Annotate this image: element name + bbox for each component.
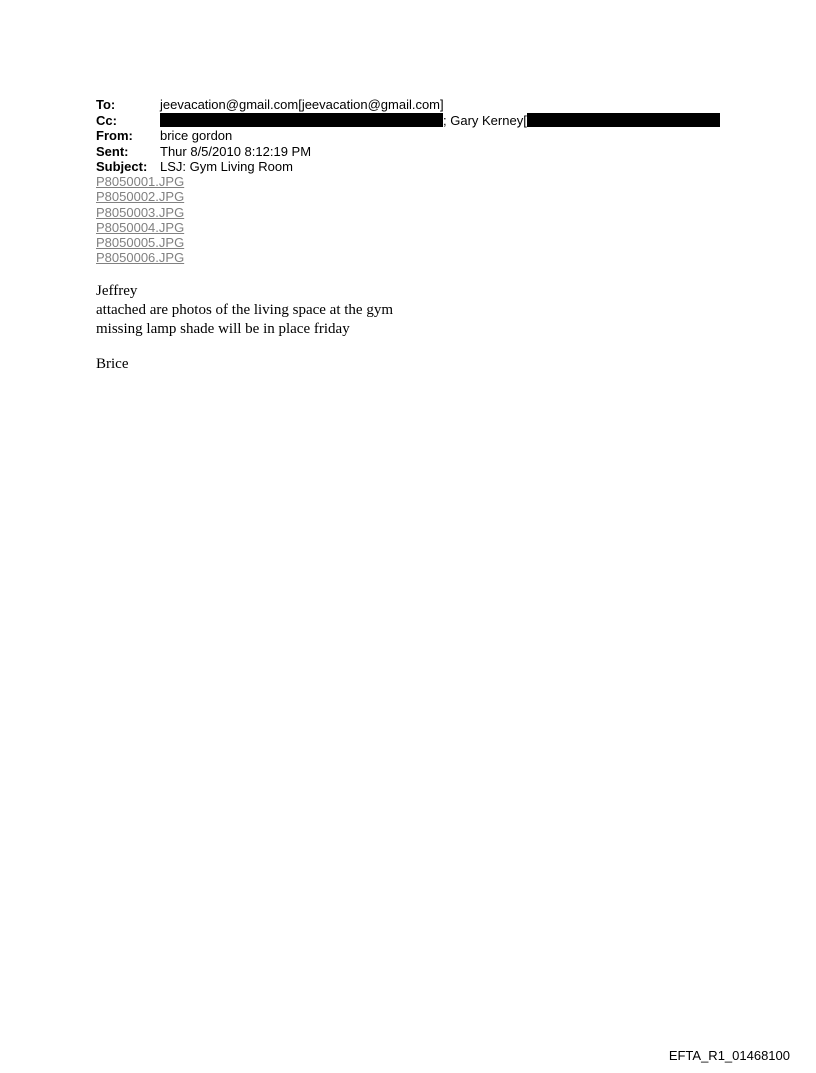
from-label: From:	[96, 128, 133, 143]
sent-value: Thur 8/5/2010 8:12:19 PM	[160, 143, 312, 159]
subject-value: LSJ: Gym Living Room	[160, 159, 293, 174]
redaction-block	[527, 113, 720, 127]
attachment-link[interactable]: P8050003.JPG	[96, 204, 185, 220]
email-header	[96, 97, 720, 175]
sent-label: Sent:	[96, 143, 129, 159]
body-line: attached are photos of the living space at the gym	[96, 302, 393, 318]
to-row	[96, 97, 720, 113]
sent-row	[96, 144, 720, 160]
document-id: EFTA_R1_01468100	[668, 1048, 790, 1063]
cc-row	[96, 113, 720, 129]
attachment-link[interactable]: P8050004.JPG	[96, 219, 185, 235]
cc-value-group	[160, 113, 720, 129]
attachment-link[interactable]: P8050001.JPG	[96, 174, 185, 189]
subject-label: Subject:	[96, 159, 148, 174]
body-greeting: Jeffrey	[96, 283, 138, 299]
attachment-list	[96, 174, 184, 266]
attachment-link[interactable]: P8050002.JPG	[96, 189, 185, 205]
to-label: To:	[96, 97, 116, 112]
cc-value: ; Gary Kerney[	[443, 112, 527, 128]
from-value: brice gordon	[160, 128, 233, 143]
from-row	[96, 128, 720, 144]
redaction-block	[160, 113, 443, 127]
email-signature: Brice	[96, 356, 129, 372]
email-body	[96, 282, 393, 339]
cc-label: Cc:	[96, 112, 117, 128]
attachment-link[interactable]: P8050005.JPG	[96, 235, 185, 251]
subject-row	[96, 159, 720, 175]
attachment-link[interactable]: P8050006.JPG	[96, 250, 185, 266]
to-value: jeevacation@gmail.com[jeevacation@gmail.com]	[160, 97, 444, 112]
body-line: missing lamp shade will be in place friday	[96, 321, 350, 337]
